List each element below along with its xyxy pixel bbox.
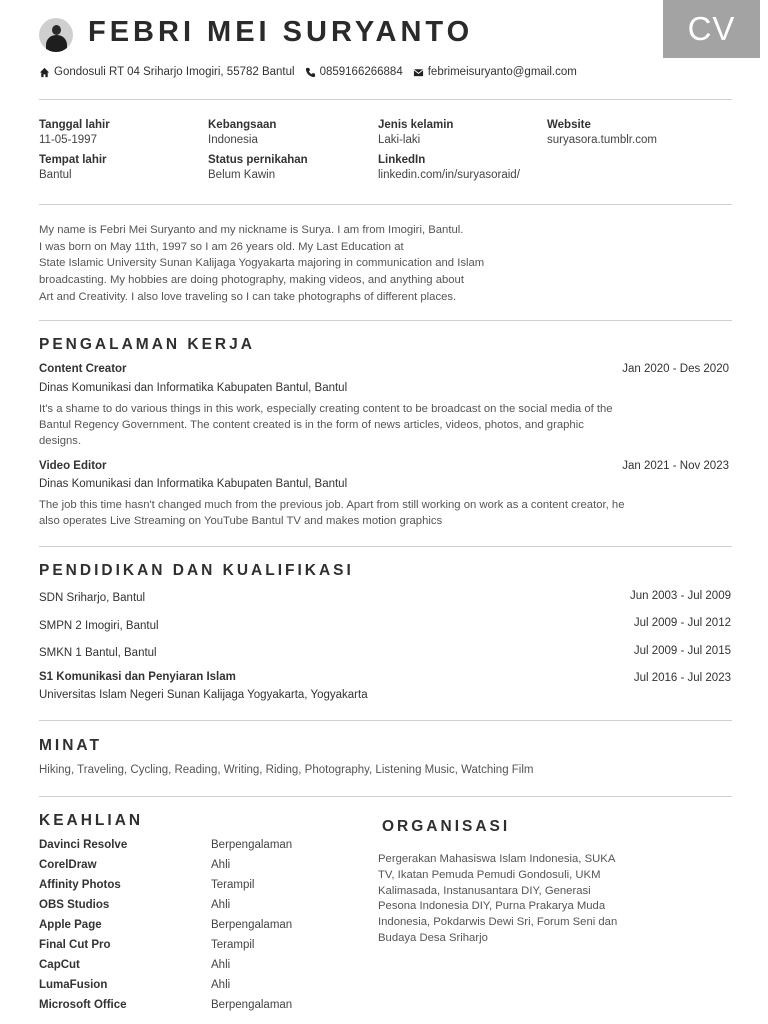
section-title-education: PENDIDIKAN DAN KUALIFIKASI bbox=[39, 562, 354, 579]
job-title: Content Creator bbox=[39, 363, 127, 375]
job-date: Jan 2021 - Nov 2023 bbox=[622, 460, 729, 472]
job-org: Dinas Komunikasi dan Informatika Kabupaten Bantul, Bantul bbox=[39, 382, 348, 394]
cv-badge: CV bbox=[663, 0, 760, 58]
section-title-skills: KEAHLIAN bbox=[39, 812, 144, 829]
skill-name: Final Cut Pro bbox=[39, 939, 111, 951]
section-title-work: PENGALAMAN KERJA bbox=[39, 336, 255, 353]
skill-name: LumaFusion bbox=[39, 979, 108, 991]
skill-level: Berpengalaman bbox=[211, 999, 293, 1011]
education-name: SMPN 2 Imogiri, Bantul bbox=[39, 620, 159, 632]
summary-line: My name is Febri Mei Suryanto and my nickname is Surya. I am from Imogiri, Bantul. bbox=[39, 224, 464, 236]
education-institution: Universitas Islam Negeri Sunan Kalijaga Yogyakarta, Yogyakarta bbox=[39, 689, 368, 701]
skill-level: Ahli bbox=[211, 979, 231, 991]
job-desc: The job this time hasn't changed much from the previous job. Apart from still working on work as a content creator, he also operates Live Streaming on YouTube Bantul TV and makes motion graphics bbox=[39, 499, 625, 527]
organisasi-text: Pergerakan Mahasiswa Islam Indonesia, SUKA TV, Ikatan Pemuda Pemudi Gondosuli, UKM Kalimasada, Instanusantara DIY, Generasi Pesona Indonesia DIY, Purna Prakarya Muda Indonesia, Pokdarwis Dewi Sri, Forum Seni dan Budaya Desa Sriharjo bbox=[378, 853, 618, 944]
avatar bbox=[39, 18, 73, 52]
skill-name: Affinity Photos bbox=[39, 879, 121, 891]
skill-level: Ahli bbox=[211, 899, 231, 911]
label-kebangsaan: Kebangsaan bbox=[208, 119, 277, 131]
job-org: Dinas Komunikasi dan Informatika Kabupaten Bantul, Bantul bbox=[39, 478, 348, 490]
education-name: SDN Sriharjo, Bantul bbox=[39, 592, 146, 604]
contact-address bbox=[39, 66, 295, 78]
divider bbox=[39, 204, 732, 205]
value-status: Belum Kawin bbox=[208, 169, 276, 181]
divider bbox=[39, 99, 732, 100]
education-date: Jul 2009 - Jul 2015 bbox=[633, 645, 731, 657]
label-status: Status pernikahan bbox=[208, 154, 308, 166]
phone-icon bbox=[305, 67, 316, 78]
address-text: Gondosuli RT 04 Sriharjo Imogiri, 55782 Bantul bbox=[54, 66, 295, 78]
envelope-icon bbox=[413, 67, 424, 78]
minat-text: Hiking, Traveling, Cycling, Reading, Writing, Riding, Photography, Listening Music, Watching Film bbox=[39, 764, 534, 776]
skill-name: CapCut bbox=[39, 959, 80, 971]
skill-name: Microsoft Office bbox=[39, 999, 127, 1011]
label-jenis-kelamin: Jenis kelamin bbox=[378, 119, 454, 131]
skill-level: Berpengalaman bbox=[211, 919, 293, 931]
summary-line: State Islamic University Sunan Kalijaga Yogyakarta majoring in communication and Islam bbox=[39, 257, 485, 270]
email-text: febrimeisuryanto@gmail.com bbox=[427, 66, 577, 78]
skill-level: Terampil bbox=[211, 939, 255, 951]
education-date: Jul 2009 - Jul 2012 bbox=[633, 617, 731, 629]
divider bbox=[39, 720, 732, 721]
skill-level: Terampil bbox=[211, 879, 255, 891]
home-icon bbox=[39, 67, 50, 78]
label-tempat-lahir: Tempat lahir bbox=[39, 154, 107, 166]
skill-level: Ahli bbox=[211, 859, 231, 871]
section-title-minat: MINAT bbox=[39, 737, 102, 754]
value-jenis-kelamin: Laki-laki bbox=[378, 134, 421, 146]
label-linkedin: LinkedIn bbox=[378, 154, 426, 166]
value-tanggal-lahir: 11-05-1997 bbox=[39, 134, 97, 146]
education-name: SMKN 1 Bantul, Bantul bbox=[39, 647, 157, 659]
summary-line: I was born on May 11th, 1997 so I am 26 years old. My Last Education at bbox=[39, 240, 404, 253]
label-tanggal-lahir: Tanggal lahir bbox=[39, 119, 110, 131]
divider bbox=[39, 796, 732, 797]
skill-name: Davinci Resolve bbox=[39, 839, 128, 851]
value-linkedin: linkedin.com/in/suryasoraid/ bbox=[378, 169, 520, 181]
section-title-organisasi: ORGANISASI bbox=[382, 818, 511, 835]
skill-name: OBS Studios bbox=[39, 899, 110, 911]
divider bbox=[39, 546, 732, 547]
education-date: Jun 2003 - Jul 2009 bbox=[629, 590, 731, 602]
skill-name: CorelDraw bbox=[39, 859, 97, 871]
job-date: Jan 2020 - Des 2020 bbox=[622, 363, 729, 375]
education-date: Jul 2016 - Jul 2023 bbox=[633, 672, 731, 684]
job-desc: It's a shame to do various things in this work, especially creating content to be broadcast on the social media of the Bantul Regency Government. The content created is in the form of news articles, videos, photos, and graphic designs. bbox=[39, 403, 613, 447]
contact-phone bbox=[305, 66, 403, 78]
contact-email bbox=[413, 66, 577, 78]
contact-bar bbox=[39, 66, 587, 78]
education-name: S1 Komunikasi dan Penyiaran Islam bbox=[39, 671, 236, 683]
summary-line: broadcasting. My hobbies are doing photography, making videos, and anything about bbox=[39, 274, 464, 287]
value-tempat-lahir: Bantul bbox=[39, 169, 72, 181]
value-kebangsaan: Indonesia bbox=[208, 134, 258, 146]
label-website: Website bbox=[547, 119, 591, 131]
skill-level: Berpengalaman bbox=[211, 839, 293, 851]
value-website: suryasora.tumblr.com bbox=[547, 134, 657, 146]
phone-text: 0859166266884 bbox=[319, 66, 403, 78]
divider bbox=[39, 320, 732, 321]
skill-name: Apple Page bbox=[39, 919, 102, 931]
skill-level: Ahli bbox=[211, 959, 231, 971]
summary bbox=[39, 222, 519, 306]
page-title: FEBRI MEI SURYANTO bbox=[88, 16, 474, 48]
summary-line: Art and Creativity. I also love traveling so I can take photographs of different places. bbox=[39, 290, 457, 303]
job-title: Video Editor bbox=[39, 460, 107, 472]
